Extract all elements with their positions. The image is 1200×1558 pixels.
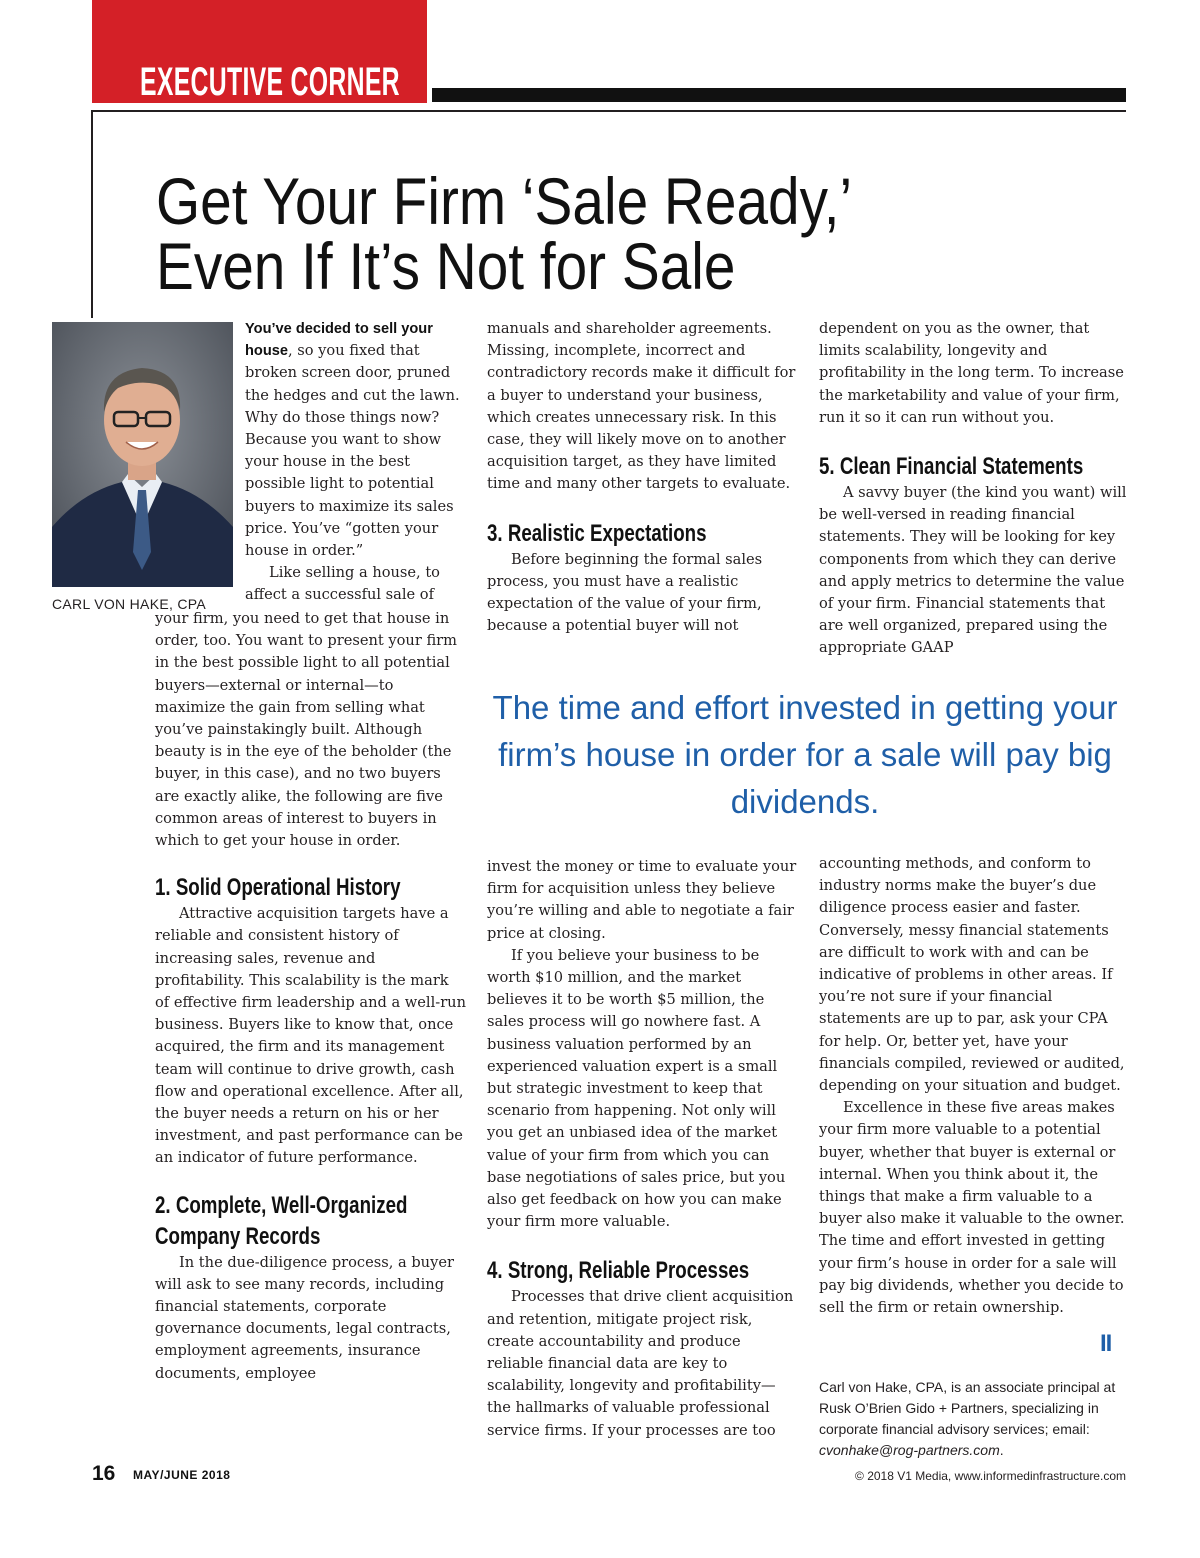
portrait-illustration [52, 322, 233, 587]
issue-date: MAY/JUNE 2018 [133, 1468, 231, 1482]
pull-quote: The time and effort invested in getting your firm’s house in order for a sale will pay big dividends. [492, 689, 1118, 820]
header-bar [432, 88, 1126, 102]
intro-column-top [245, 318, 467, 607]
section-3-text-c: If you believe your business to be worth $10 million, and the market believes it to be worth $5 million, the sales process will go nowhere fast. A business valuation performed by an experienced valuation expert is a small but strategic investment to keep that scenario from happening. Not only will you get an unbiased idea of the market value of your firm from which you can base negotiations of sales price, but you also get feedback on how you can make your firm more valuable. [487, 946, 786, 1231]
frame-rule-top [91, 110, 1126, 112]
column-2-bottom [487, 856, 799, 1442]
section-5-text-a: A savvy buyer (the kind you want) will be well-versed in reading financial statements. They will be looking for key components from which they can derive and apply metrics to determine the value of your firm. Financial statements that are well organized, prepared using the appropriate GAAP [819, 484, 1127, 657]
section-2-heading-line-2: Company Records [155, 1222, 321, 1250]
column-2-top [487, 318, 799, 637]
bio-email-link[interactable]: cvonhake@rog-partners.com [819, 1442, 1000, 1458]
column-3-top [819, 318, 1131, 660]
section-label: EXECUTIVE CORNER [140, 60, 400, 104]
section-2-heading-line-1: 2. Complete, Well-Organized [155, 1191, 408, 1219]
section-2-text-a: In the due-diligence process, a buyer will ask to see many records, including financial statements, corporate governance documents, legal contracts, employment agreements, insurance documents, employee [155, 1253, 454, 1382]
photo-caption: CARL VON HAKE, CPA [52, 596, 206, 612]
section-3-text-a: Before beginning the formal sales process, you must have a realistic expectation of the value of your firm, because a potential buyer will not [487, 550, 763, 635]
bio-end: . [999, 1442, 1004, 1458]
article-title-line-2: Even If It’s Not for Sale [156, 229, 736, 303]
section-3-text-b: invest the money or time to evaluate your firm for acquisition unless they believe you’re willing and able to negotiate a fair price at closing. [487, 858, 797, 942]
column-1 [155, 608, 467, 1385]
intro-paragraph-2-start: Like selling a house, to affect a successful sale of [245, 564, 440, 604]
intro-paragraph-2-rest: your firm, you need to get that house in order, too. You want to present your firm in the best possible light to all potential buyers—external or internal—to maximize the gain from selling what you’ve painstakingly built. Although beauty is in the eye of the beholder (the buyer, in this case), and no two buyers are exactly alike, the following are five common areas of interest to buyers in which to get your house in order. [155, 610, 457, 850]
section-1-heading: 1. Solid Operational History [155, 874, 401, 902]
lead-phrase: You’ve decided to sell your house [245, 321, 433, 360]
section-2-text-b: manuals and shareholder agreements. Missing, incomplete, incorrect and contradictory records make it difficult for a buyer to understand your business, which creates unnecessary risk. In this case, they will likely move on to another acquisition target, as they have limited time and many other targets to evaluate. [487, 320, 796, 493]
section-5-heading: 5. Clean Financial Statements [819, 453, 1084, 481]
intro-paragraph [245, 318, 467, 562]
conclusion: Excellence in these five areas makes your firm more valuable to a potential buyer, whether that buyer is external or internal. When you think about it, the things that make a firm valuable to a buyer also make it valuable to the owner. The time and effort invested in getting your firm’s house in order for a sale will pay big dividends, whether you decide to sell the firm or retain ownership. [819, 1099, 1125, 1317]
section-4-text-b: dependent on you as the owner, that limits scalability, longevity and profitability in the long term. To increase the marketability and value of your firm, run it so it can run without you. [819, 320, 1124, 426]
bio-text: Carl von Hake, CPA, is an associate principal at Rusk O’Brien Gido + Partners, specializing in corporate financial advisory services; email: [819, 1379, 1116, 1437]
copyright-notice: © 2018 V1 Media, www.informedinfrastructure.com [855, 1469, 1126, 1483]
page-number: 16 [92, 1462, 116, 1485]
section-4-text-a: Processes that drive client acquisition and retention, mitigate project risk, create accountability and produce reliable financial data are key to scalability, longevity and profitability—the hallmarks of valuable professional service firms. If your processes are too [487, 1288, 794, 1439]
lead-text: , so you fixed that broken screen door, pruned the hedges and cut the lawn. Why do those things now? Because you want to show your house in the best possible light to potential buyers to maximize its sales price. You’ve “gotten your house in order.” [245, 342, 460, 560]
column-3-bottom [819, 853, 1131, 1319]
end-mark: II [1100, 1330, 1112, 1357]
section-4-heading: 4. Strong, Reliable Processes [487, 1257, 750, 1285]
article-title-line-1: Get Your Firm ‘Sale Ready,’ [156, 164, 853, 238]
section-3-heading: 3. Realistic Expectations [487, 519, 707, 547]
section-1-text: Attractive acquisition targets have a reliable and consistent history of increasing sales, revenue and profitability. This scalability is the mark of effective firm leadership and a well-run business. Buyers like to know that, once acquired, the firm and its management team will continue to drive growth, cash flow and operational excellence. After all, the buyer needs a return on his or her investment, and past performance can be an indicator of future performance. [155, 905, 466, 1167]
frame-rule-left [91, 110, 93, 318]
author-bio [819, 1377, 1119, 1461]
section-5-text-b: accounting methods, and conform to industry norms make the buyer’s due diligence process easier and faster. Conversely, messy financial statements are difficult to work with and can be indicative of problems in other areas. If you’re not sure if your financial statements are up to par, ask your CPA for help. Or, better yet, have your financials compiled, reviewed or audited, depending on your situation and budget. [819, 855, 1125, 1095]
author-photo [52, 322, 233, 587]
